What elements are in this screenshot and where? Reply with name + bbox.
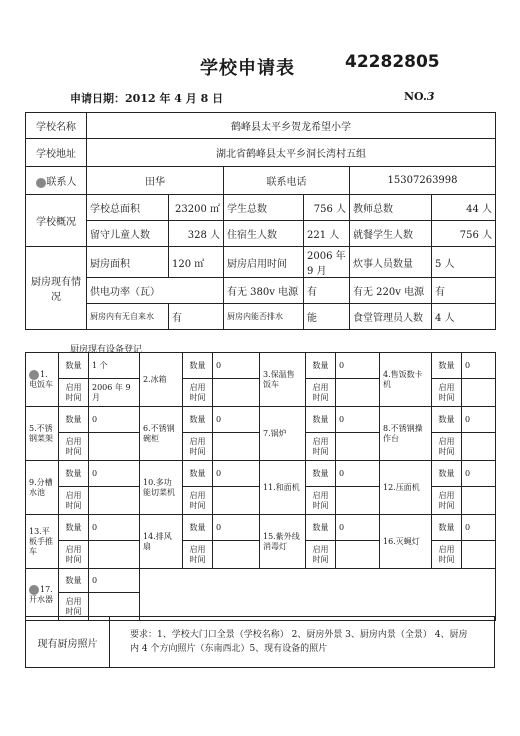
equipment-name — [140, 353, 183, 407]
equipment-name-text: 6.不锈钢碗柜 — [143, 423, 175, 443]
qty-value: 0 — [213, 407, 260, 433]
equipment-name — [260, 407, 306, 461]
school-name: 鹤峰县太平乡贺龙希望小学 — [87, 113, 496, 139]
time-label: 启用时间 — [59, 487, 89, 515]
kitchen-start-value: 2006 年 9 月 — [304, 247, 350, 278]
qty-label: 数量 — [183, 353, 213, 379]
qty-label: 数量 — [306, 515, 336, 541]
binder-hole-icon — [36, 178, 46, 188]
time-label: 启用时间 — [183, 487, 213, 515]
qty-label: 数量 — [59, 353, 89, 379]
time-label: 启用时间 — [432, 433, 462, 461]
managers-value: 4 人 — [432, 304, 496, 330]
students-value: 756 人 — [304, 195, 350, 221]
time-value — [462, 379, 496, 407]
equipment-name — [380, 407, 432, 461]
qty-value: 0 — [462, 515, 496, 541]
teachers-value: 44 人 — [432, 195, 496, 221]
v380-value: 有 — [304, 278, 350, 304]
equipment-name-text: 16.灭蝇灯 — [383, 536, 420, 546]
time-value — [213, 379, 260, 407]
time-label: 启用时间 — [306, 433, 336, 461]
time-label: 启用时间 — [59, 541, 89, 569]
equipment-name-text: 12.压面机 — [383, 482, 420, 492]
equipment-name — [260, 461, 306, 515]
qty-value: 0 — [336, 515, 380, 541]
equipment-name — [26, 515, 59, 569]
leftbehind-value: 328 人 — [169, 221, 224, 247]
photos-label: 现有厨房照片 — [26, 617, 110, 668]
form-number — [404, 90, 434, 103]
qty-label: 数量 — [59, 461, 89, 487]
qty-label: 数量 — [432, 515, 462, 541]
equipment-name-text: 7.锅炉 — [263, 428, 287, 438]
kitchen-area-label: 厨房面积 — [87, 247, 169, 278]
form-number-label: NO. — [404, 90, 427, 103]
qty-value: 0 — [89, 407, 140, 433]
school-address-label: 学校地址 — [26, 139, 87, 167]
equipment-name-text: 17.开水器 — [29, 584, 53, 604]
empty-cell — [140, 569, 496, 621]
area-value: 23200 ㎡ — [169, 195, 224, 221]
equipment-name — [260, 353, 306, 407]
boarding-value: 221 人 — [304, 221, 350, 247]
qty-label: 数量 — [59, 569, 89, 593]
equipment-name — [380, 461, 432, 515]
v380-label: 有无 380v 电源 — [224, 278, 304, 304]
qty-value: 0 — [89, 569, 140, 593]
time-value — [462, 541, 496, 569]
time-label: 启用时间 — [306, 487, 336, 515]
page-title: 学校申请表 — [200, 58, 295, 79]
phone-label: 联系电话 — [224, 167, 350, 195]
qty-value: 0 — [213, 461, 260, 487]
kitchen-area-value: 120 ㎡ — [169, 247, 224, 278]
time-label: 启用时间 — [59, 593, 89, 621]
time-value — [213, 433, 260, 461]
form-code: 42282805 — [345, 52, 440, 72]
equipment-name-text: 5.不锈钢菜架 — [29, 423, 53, 443]
power-label: 供电功率（瓦） — [87, 278, 224, 304]
phone-number: 15307263998 — [350, 167, 496, 195]
time-label: 启用时间 — [183, 379, 213, 407]
equipment-name — [26, 461, 59, 515]
water-value: 有 — [169, 304, 224, 330]
qty-label: 数量 — [306, 461, 336, 487]
photos-table — [25, 616, 495, 668]
qty-value: 0 — [89, 461, 140, 487]
qty-label: 数量 — [432, 461, 462, 487]
boarding-label: 住宿生人数 — [224, 221, 304, 247]
equipment-name — [380, 353, 432, 407]
time-value — [89, 487, 140, 515]
equipment-name-text: 11.和面机 — [263, 482, 300, 492]
equipment-table — [25, 352, 495, 621]
qty-label: 数量 — [432, 353, 462, 379]
time-label: 启用时间 — [183, 433, 213, 461]
qty-value: 1 个 — [89, 353, 140, 379]
time-value — [213, 487, 260, 515]
qty-value: 0 — [336, 407, 380, 433]
time-value — [336, 379, 380, 407]
qty-label: 数量 — [59, 407, 89, 433]
qty-label: 数量 — [183, 515, 213, 541]
equipment-name — [26, 407, 59, 461]
dining-value: 756 人 — [432, 221, 496, 247]
area-label: 学校总面积 — [87, 195, 169, 221]
water-label: 厨房内有无自来水 — [87, 304, 169, 330]
time-label: 启用时间 — [183, 541, 213, 569]
kitchen-staff-label: 炊事人员数量 — [350, 247, 432, 278]
kitchen-staff-value: 5 人 — [432, 247, 496, 278]
photos-requirement: 要求：1、学校大门口全景（学校名称） 2、厨房外景 3、厨房内景（全景） 4、厨房内 4 个方向照片（东南西北）5、现有设备的照片 — [110, 617, 495, 668]
qty-label: 数量 — [183, 461, 213, 487]
qty-value: 0 — [462, 353, 496, 379]
overview-label: 学校概况 — [26, 195, 87, 247]
equipment-name-text: 2.冰箱 — [143, 374, 167, 384]
contact-name: 田华 — [87, 167, 224, 195]
drain-value: 能 — [304, 304, 350, 330]
time-value — [89, 541, 140, 569]
time-value — [462, 487, 496, 515]
equipment-section-label: 厨房现有设备登记 — [70, 345, 143, 355]
equipment-name-text: 8.不锈钢操作台 — [383, 423, 423, 443]
qty-label: 数量 — [306, 353, 336, 379]
time-label: 启用时间 — [59, 433, 89, 461]
time-value — [462, 433, 496, 461]
time-label: 启用时间 — [306, 541, 336, 569]
students-label: 学生总数 — [224, 195, 304, 221]
qty-value: 0 — [213, 353, 260, 379]
kitchen-status-label: 厨房现有情况 — [26, 247, 87, 330]
form-number-value: 3 — [426, 90, 435, 103]
equipment-name-text: 15.紫外线消毒灯 — [263, 531, 300, 551]
equipment-name — [140, 515, 183, 569]
qty-value: 0 — [336, 461, 380, 487]
time-label: 启用时间 — [432, 487, 462, 515]
qty-value: 0 — [462, 407, 496, 433]
time-value — [89, 433, 140, 461]
equipment-name-text: 10.多功能切菜机 — [143, 477, 175, 497]
kitchen-start-label: 厨房启用时间 — [224, 247, 304, 278]
time-label: 启用时间 — [59, 379, 89, 407]
binder-hole-icon — [29, 585, 39, 595]
qty-label: 数量 — [432, 407, 462, 433]
time-value — [336, 487, 380, 515]
application-date: 申请日期：2012 年 4 月 8 日 — [70, 92, 224, 105]
qty-value: 0 — [462, 461, 496, 487]
qty-label: 数量 — [59, 515, 89, 541]
time-value — [336, 541, 380, 569]
equipment-name — [380, 515, 432, 569]
school-info-table — [25, 112, 495, 330]
school-name-label: 学校名称 — [26, 113, 87, 139]
equipment-name — [26, 353, 59, 407]
equipment-name-text: 14.排风扇 — [143, 531, 172, 551]
equipment-name-text: 4.售饭数卡机 — [383, 369, 423, 389]
time-label: 启用时间 — [432, 541, 462, 569]
contact-label-cell — [26, 167, 87, 195]
equipment-name-text: 13.平板手推车 — [29, 526, 53, 556]
school-address: 湖北省鹤峰县太平乡洞长湾村五组 — [87, 139, 496, 167]
qty-label: 数量 — [306, 407, 336, 433]
v220-label: 有无 220v 电源 — [350, 278, 432, 304]
v220-value: 有 — [432, 278, 496, 304]
equipment-name — [140, 407, 183, 461]
equipment-name-text: 1.电饭车 — [29, 369, 53, 389]
equipment-name-text: 9.分槽水池 — [29, 477, 53, 497]
equipment-name — [260, 515, 306, 569]
contact-label: 联系人 — [46, 177, 77, 188]
qty-label: 数量 — [183, 407, 213, 433]
time-label: 启用时间 — [306, 379, 336, 407]
time-label: 启用时间 — [432, 379, 462, 407]
equipment-name — [26, 569, 59, 621]
binder-hole-icon — [29, 370, 39, 380]
qty-value: 0 — [336, 353, 380, 379]
time-value: 2006 年 9 月 — [89, 379, 140, 407]
time-value — [213, 541, 260, 569]
qty-value: 0 — [213, 515, 260, 541]
drain-label: 厨房内能否排水 — [224, 304, 304, 330]
teachers-label: 教师总数 — [350, 195, 432, 221]
managers-label: 食堂管理员人数 — [350, 304, 432, 330]
equipment-name — [140, 461, 183, 515]
time-value — [336, 433, 380, 461]
leftbehind-label: 留守儿童人数 — [87, 221, 169, 247]
equipment-name-text: 3.保温售饭车 — [263, 369, 295, 389]
qty-value: 0 — [89, 515, 140, 541]
dining-label: 就餐学生人数 — [350, 221, 432, 247]
